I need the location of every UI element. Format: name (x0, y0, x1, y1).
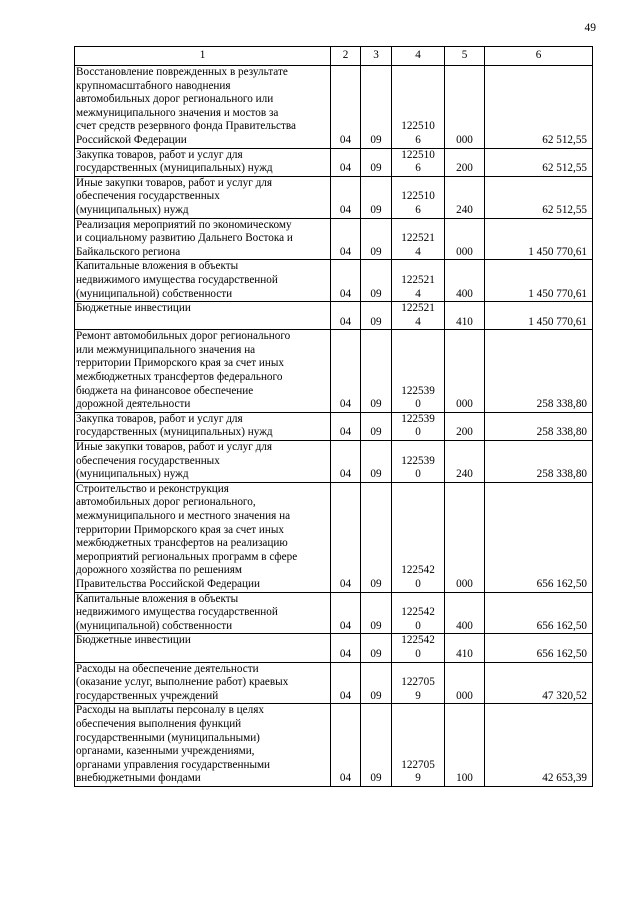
table-row (75, 704, 593, 787)
row-amount: 656 162,50 (485, 592, 593, 634)
row-name (75, 66, 331, 149)
row-subsection: 09 (361, 441, 392, 483)
row-expense-type: 410 (445, 634, 485, 662)
row-target-code-line: 4 (415, 315, 421, 328)
row-target-code-line: 122542 (401, 606, 435, 619)
row-amount: 62 512,55 (485, 66, 593, 149)
row-name-line: государственных (муниципальных) нужд (76, 162, 273, 175)
row-target-code (392, 330, 445, 413)
row-target-code (392, 592, 445, 634)
row-name-line: (муниципальных) нужд (76, 468, 189, 481)
row-section: 04 (331, 634, 361, 662)
row-subsection: 09 (361, 634, 392, 662)
row-expense-type: 000 (445, 66, 485, 149)
row-name (75, 704, 331, 787)
row-name-line: недвижимого имущества государственной (76, 273, 278, 286)
row-subsection: 09 (361, 412, 392, 440)
row-expense-type: 000 (445, 482, 485, 592)
row-name-line: мероприятий региональных программ в сфере (76, 550, 298, 563)
row-name-line: межмуниципального и местного значения на (76, 510, 291, 522)
row-expense-type: 400 (445, 260, 485, 302)
row-name-line: (оказание услуг, выполнение работ) краевых (76, 676, 289, 689)
row-amount: 656 162,50 (485, 634, 593, 662)
row-target-code (392, 66, 445, 149)
row-name-line: внебюджетными фондами (76, 772, 201, 785)
table-row (75, 176, 593, 218)
table-row (75, 330, 593, 413)
row-amount: 1 450 770,61 (485, 260, 593, 302)
row-amount: 1 450 770,61 (485, 218, 593, 260)
table-row (75, 302, 593, 330)
row-subsection: 09 (361, 260, 392, 302)
table-row (75, 148, 593, 176)
row-name-line: межбюджетных трансфертов федерального (76, 371, 283, 384)
row-name-line: территории Приморского края за счет иных (76, 357, 285, 370)
row-name-line: территории Приморского края за счет иных (76, 523, 285, 536)
row-name (75, 176, 331, 218)
header-col-4: 4 (392, 47, 445, 66)
row-expense-type: 000 (445, 218, 485, 260)
row-name-line: Закупка товаров, работ и услуг для (76, 148, 243, 161)
row-subsection: 09 (361, 592, 392, 634)
row-amount: 656 162,50 (485, 482, 593, 592)
row-name-line: межбюджетных трансфертов на реализацию (76, 537, 288, 550)
row-expense-type: 240 (445, 176, 485, 218)
row-section: 04 (331, 302, 361, 330)
row-section: 04 (331, 412, 361, 440)
row-section: 04 (331, 260, 361, 302)
header-col-2: 2 (331, 47, 361, 66)
row-subsection: 09 (361, 176, 392, 218)
row-amount: 258 338,80 (485, 330, 593, 413)
row-target-code-line: 6 (415, 162, 421, 175)
row-subsection: 09 (361, 704, 392, 787)
row-name-line: органами, казенными учреждениями, (76, 745, 255, 758)
row-target-code-line: 122539 (401, 384, 435, 397)
row-target-code-line: 122539 (401, 412, 435, 425)
row-expense-type: 100 (445, 704, 485, 787)
row-name-line: дорожной деятельности (76, 398, 191, 411)
row-name-line: автомобильных дорог регионального, (76, 496, 256, 509)
row-name-line: Расходы на обеспечение деятельности (76, 662, 259, 675)
row-name-line: Бюджетные инвестиции (76, 634, 191, 647)
table-row (75, 634, 593, 662)
table-row (75, 412, 593, 440)
row-name-line: государственных учреждений (76, 689, 219, 702)
row-target-code-line: 4 (415, 287, 421, 300)
row-name (75, 441, 331, 483)
row-name-line: межмуниципального значения и мостов за (76, 106, 279, 119)
row-name-line: Российской Федерации (76, 133, 187, 146)
row-target-code (392, 260, 445, 302)
row-name (75, 662, 331, 704)
row-section: 04 (331, 592, 361, 634)
row-section: 04 (331, 218, 361, 260)
row-name-line: государственными (муниципальными) (76, 731, 260, 744)
row-section: 04 (331, 482, 361, 592)
row-name-line: обеспечения государственных (76, 190, 220, 203)
row-name-line: Закупка товаров, работ и услуг для (76, 412, 243, 425)
row-name-line: дорожного хозяйства по решениям (76, 564, 242, 577)
table-row (75, 260, 593, 302)
header-col-1: 1 (75, 47, 331, 66)
row-target-code-line: 122521 (401, 273, 435, 286)
row-section: 04 (331, 66, 361, 149)
row-target-code-line: 122705 (401, 758, 435, 771)
row-target-code-line: 6 (415, 133, 421, 146)
row-target-code-line: 122521 (401, 232, 435, 245)
row-name-line: Реализация мероприятий по экономическому (76, 218, 292, 231)
row-target-code (392, 662, 445, 704)
row-name-line: Восстановление поврежденных в результате (76, 66, 288, 78)
row-target-code (392, 148, 445, 176)
row-name (75, 218, 331, 260)
row-name (75, 412, 331, 440)
row-target-code-line: 9 (415, 772, 421, 785)
row-name (75, 302, 331, 330)
row-target-code-line: 0 (415, 426, 421, 439)
row-name (75, 634, 331, 662)
row-target-code (392, 176, 445, 218)
row-target-code-line: 122542 (401, 564, 435, 577)
row-name (75, 148, 331, 176)
header-col-5: 5 (445, 47, 485, 66)
row-target-code (392, 441, 445, 483)
table-row (75, 662, 593, 704)
row-name-line: Правительства Российской Федерации (76, 577, 260, 590)
header-col-3: 3 (361, 47, 392, 66)
row-amount: 1 450 770,61 (485, 302, 593, 330)
row-target-code-line: 122542 (401, 634, 435, 647)
row-section: 04 (331, 330, 361, 413)
table-row (75, 66, 593, 149)
row-name-line: (муниципальной) собственности (76, 619, 233, 632)
row-target-code (392, 704, 445, 787)
row-target-code-line: 4 (415, 245, 421, 258)
row-target-code-line: 0 (415, 398, 421, 411)
row-name-line: Байкальского региона (76, 245, 181, 258)
row-name (75, 482, 331, 592)
row-amount: 258 338,80 (485, 412, 593, 440)
row-name-line: счет средств резервного фонда Правительства (76, 120, 296, 133)
row-subsection: 09 (361, 330, 392, 413)
row-name (75, 330, 331, 413)
row-target-code-line: 9 (415, 689, 421, 702)
row-expense-type: 200 (445, 412, 485, 440)
row-name-line: обеспечения государственных (76, 454, 220, 467)
row-target-code-line: 6 (415, 203, 421, 216)
row-amount: 258 338,80 (485, 441, 593, 483)
row-name-line: Строительство и реконструкция (76, 482, 229, 495)
row-amount: 47 320,52 (485, 662, 593, 704)
row-name-line: государственных (муниципальных) нужд (76, 426, 273, 439)
table-row (75, 482, 593, 592)
table-body (75, 47, 593, 787)
row-name-line: автомобильных дорог регионального или (76, 93, 274, 106)
table-row (75, 441, 593, 483)
row-name-line: крупномасштабного наводнения (76, 79, 231, 92)
row-target-code (392, 412, 445, 440)
row-subsection: 09 (361, 302, 392, 330)
row-name-line: Капитальные вложения в объекты (76, 592, 239, 605)
row-name-line: Расходы на выплаты персоналу в целях (76, 704, 264, 717)
row-name (75, 592, 331, 634)
row-name-line: Ремонт автомобильных дорог регионального (76, 330, 291, 343)
row-target-code-line: 122521 (401, 302, 435, 315)
row-name-line: и социальному развитию Дальнего Востока и (76, 232, 293, 245)
row-name-line: обеспечения выполнения функций (76, 717, 242, 730)
row-target-code (392, 482, 445, 592)
row-subsection: 09 (361, 218, 392, 260)
row-section: 04 (331, 704, 361, 787)
header-col-6: 6 (485, 47, 593, 66)
row-target-code-line: 122510 (401, 190, 435, 203)
row-subsection: 09 (361, 148, 392, 176)
row-name-line: (муниципальных) нужд (76, 203, 189, 216)
row-target-code-line: 0 (415, 619, 421, 632)
row-section: 04 (331, 148, 361, 176)
row-subsection: 09 (361, 482, 392, 592)
row-name-line: (муниципальной) собственности (76, 287, 233, 300)
row-target-code (392, 302, 445, 330)
row-name-line: Иные закупки товаров, работ и услуг для (76, 176, 273, 189)
row-target-code-line: 0 (415, 468, 421, 481)
budget-table (74, 46, 593, 787)
row-expense-type: 410 (445, 302, 485, 330)
row-name-line: или межмуниципального значения на (76, 343, 256, 356)
row-subsection: 09 (361, 66, 392, 149)
row-name-line: органами управления государственными (76, 758, 271, 771)
row-section: 04 (331, 176, 361, 218)
row-amount: 62 512,55 (485, 176, 593, 218)
row-target-code (392, 218, 445, 260)
row-amount: 42 653,39 (485, 704, 593, 787)
header-row (75, 47, 593, 66)
row-name-line: Бюджетные инвестиции (76, 302, 191, 315)
row-target-code-line: 122510 (401, 120, 435, 133)
row-section: 04 (331, 441, 361, 483)
row-target-code (392, 634, 445, 662)
row-expense-type: 000 (445, 662, 485, 704)
row-name-line: недвижимого имущества государственной (76, 606, 278, 619)
row-target-code-line: 122510 (401, 148, 435, 161)
row-name-line: бюджета на финансовое обеспечение (76, 384, 254, 397)
row-name (75, 260, 331, 302)
row-expense-type: 200 (445, 148, 485, 176)
row-expense-type: 000 (445, 330, 485, 413)
row-name-line: Капитальные вложения в объекты (76, 260, 239, 273)
row-target-code-line: 122539 (401, 454, 435, 467)
row-expense-type: 240 (445, 441, 485, 483)
row-expense-type: 400 (445, 592, 485, 634)
row-target-code-line: 122705 (401, 676, 435, 689)
table-row (75, 218, 593, 260)
row-name-line: Иные закупки товаров, работ и услуг для (76, 441, 273, 454)
page-number: 49 (584, 22, 596, 34)
table-row (75, 592, 593, 634)
row-section: 04 (331, 662, 361, 704)
row-subsection: 09 (361, 662, 392, 704)
row-target-code-line: 0 (415, 647, 421, 660)
row-target-code-line: 0 (415, 577, 421, 590)
row-amount: 62 512,55 (485, 148, 593, 176)
